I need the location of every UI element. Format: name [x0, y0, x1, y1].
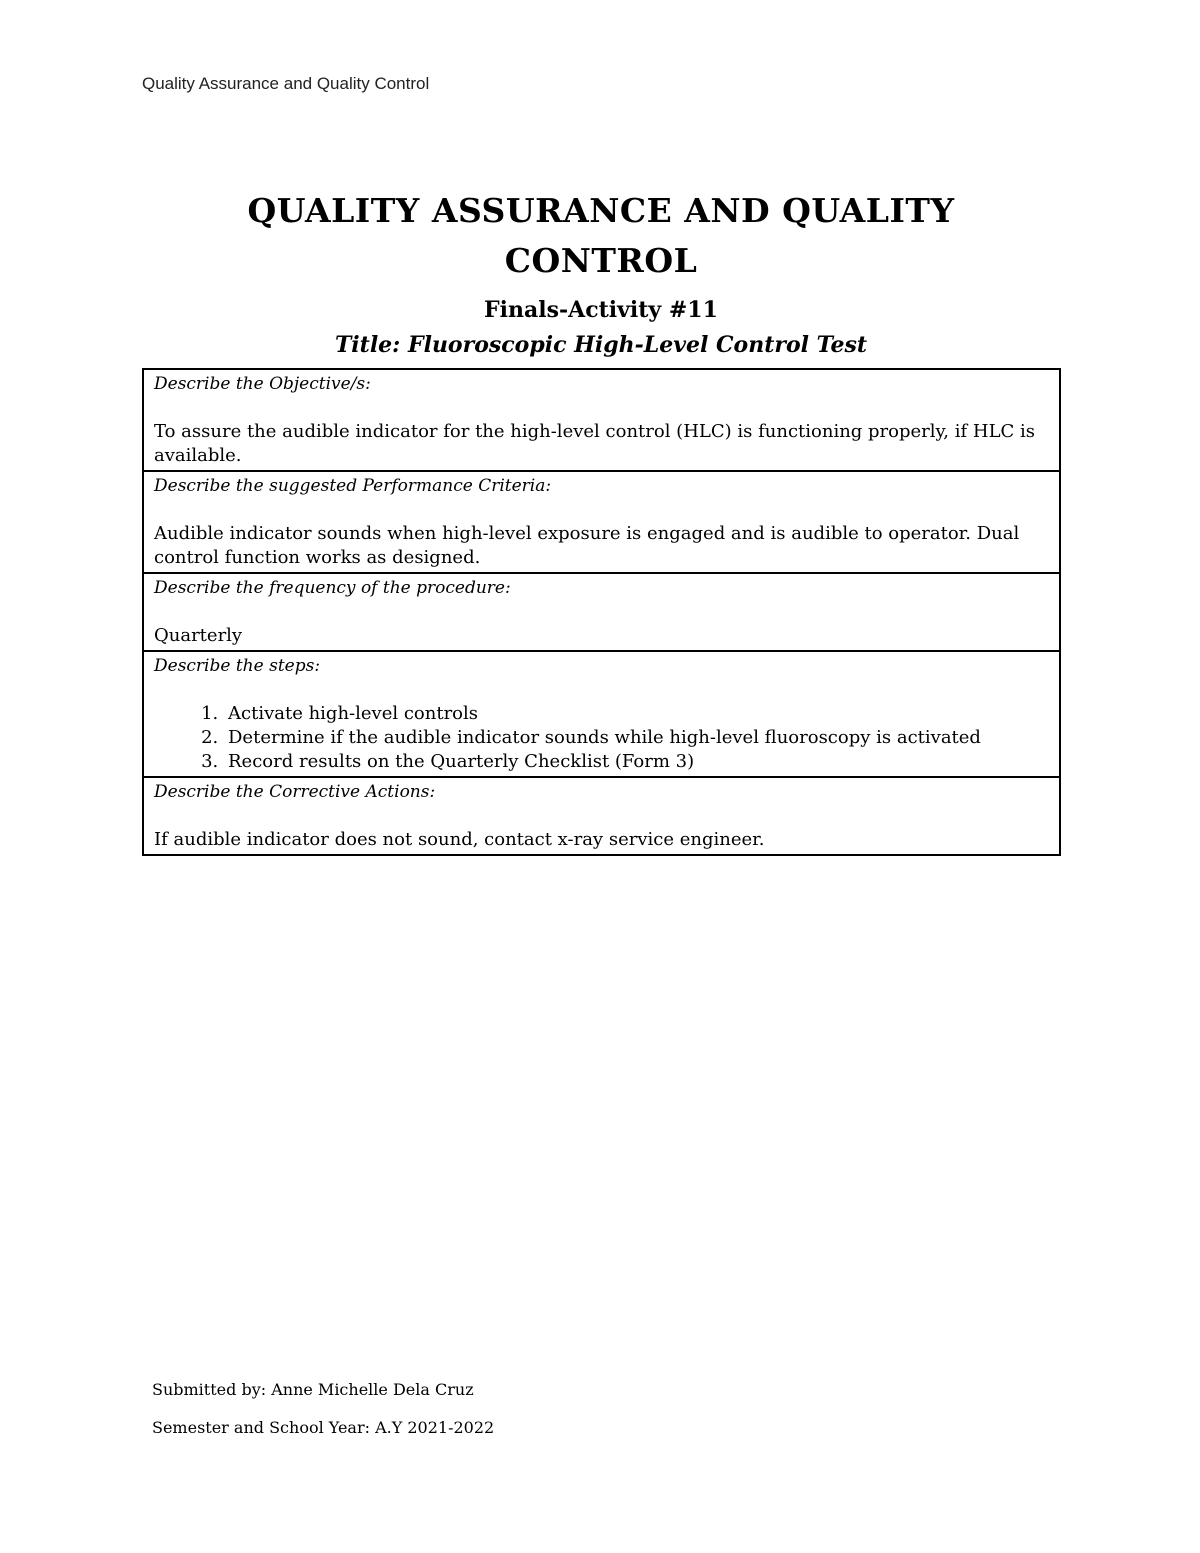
frequency-prompt: Describe the frequency of the procedure:: [154, 578, 511, 598]
step-item: 1. Activate high-level controls: [224, 702, 1049, 726]
page-title: [142, 186, 1060, 286]
page-title-line-1: QUALITY ASSURANCE AND QUALITY: [247, 191, 955, 230]
steps-cell: [143, 651, 1060, 777]
corrective-answer: If audible indicator does not sound, contact x-ray service engineer.: [154, 829, 765, 850]
objective-cell: [143, 369, 1060, 471]
corrective-prompt: Describe the Corrective Actions:: [154, 782, 436, 802]
page-title-line-2: CONTROL: [504, 241, 698, 280]
steps-list: [154, 702, 1049, 774]
performance-answer: Audible indicator sounds when high-level exposure is engaged and is audible to operator. Dual control function works as designed.: [154, 523, 1020, 568]
frequency-answer: Quarterly: [154, 625, 243, 646]
performance-cell: [143, 471, 1060, 573]
performance-prompt: Describe the suggested Performance Criteria:: [154, 476, 552, 496]
objective-answer: To assure the audible indicator for the high-level control (HLC) is functioning properly, if HLC is available.: [154, 421, 1036, 466]
semester-school-year: Semester and School Year: A.Y 2021-2022: [152, 1418, 495, 1437]
steps-prompt: Describe the steps:: [154, 656, 321, 676]
frequency-cell: [143, 573, 1060, 651]
corrective-cell: [143, 777, 1060, 855]
objective-prompt: Describe the Objective/s:: [154, 374, 371, 394]
running-header: Quality Assurance and Quality Control: [142, 74, 430, 93]
step-item: 2. Determine if the audible indicator sounds while high-level fluoroscopy is activated: [224, 726, 1049, 750]
activity-table: [142, 368, 1061, 856]
activity-number: Finals-Activity #11: [484, 297, 718, 323]
table-row-objective: [143, 369, 1060, 471]
table-row-corrective: [143, 777, 1060, 855]
submitted-by: Submitted by: Anne Michelle Dela Cruz: [152, 1380, 474, 1399]
activity-title: Title: Fluoroscopic High-Level Control Test: [334, 332, 868, 358]
step-item: 3. Record results on the Quarterly Checklist (Form 3): [224, 750, 1049, 774]
table-row-frequency: [143, 573, 1060, 651]
table-row-performance: [143, 471, 1060, 573]
table-row-steps: [143, 651, 1060, 777]
title-block: [142, 186, 1060, 362]
